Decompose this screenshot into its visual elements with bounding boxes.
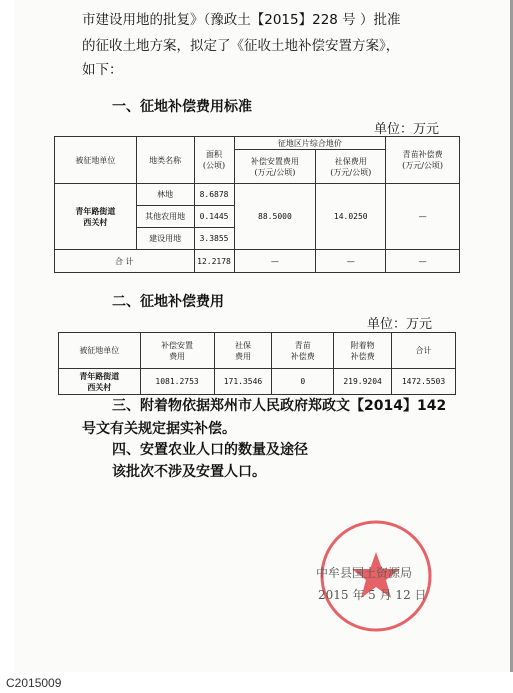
table-cell: 青年路街道 西关村 bbox=[59, 369, 141, 395]
land-type-cell: 其他农用地 bbox=[136, 206, 194, 228]
paragraph-line-1: 市建设用地的批复》（豫政土【2015】228 号 ）批准 bbox=[82, 12, 401, 28]
section-4-text: 该批次不涉及安置人口。 bbox=[112, 464, 266, 480]
page-margin bbox=[0, 672, 513, 693]
total-dash: — bbox=[386, 250, 460, 273]
header-unit: 被征地单位 bbox=[55, 137, 137, 184]
social-value: 14.0250 bbox=[316, 184, 386, 250]
table-cell: 171.3546 bbox=[214, 369, 272, 395]
area-cell: 3.3855 bbox=[194, 228, 234, 250]
compensation-standard-table bbox=[54, 136, 460, 273]
total-area: 12.2178 bbox=[194, 250, 234, 273]
header-cell: 社保 费用 bbox=[214, 333, 272, 369]
land-type-cell: 林地 bbox=[136, 184, 194, 206]
section-2-title: 二、征地补偿费用 bbox=[112, 294, 224, 310]
header-crop: 青苗补偿费 (万元/公顷) bbox=[386, 137, 460, 184]
header-area: 面积 (公顷) bbox=[194, 137, 234, 184]
section-4-title: 四、安置农业人口的数量及途径 bbox=[112, 442, 308, 458]
paragraph-three-line-1: 三、附着物依据郑州市人民政府郑政文【2014】142 bbox=[112, 398, 447, 414]
compensation-cost-table bbox=[58, 332, 456, 395]
land-unit-name: 青年路街道 西关村 bbox=[55, 184, 137, 250]
header-social: 社保费用 (万元/公顷) bbox=[316, 150, 386, 184]
resettle-value: 88.5000 bbox=[234, 184, 316, 250]
signature-date: 2015 年 5 月 12 日 bbox=[318, 588, 427, 602]
crop-value: — bbox=[386, 184, 460, 250]
table-cell: 219.9204 bbox=[334, 369, 392, 395]
header-cell: 青苗 补偿费 bbox=[272, 333, 334, 369]
header-cell: 合计 bbox=[392, 333, 456, 369]
header-zone-price: 征地区片综合地价 bbox=[234, 137, 386, 150]
header-cell: 被征地单位 bbox=[59, 333, 141, 369]
paragraph-line-3: 如下： bbox=[82, 62, 123, 78]
section-1-title: 一、征地补偿费用标准 bbox=[112, 99, 252, 115]
area-cell: 8.6878 bbox=[194, 184, 234, 206]
footer-code: C2015009 bbox=[6, 676, 62, 690]
table-cell: 1472.5503 bbox=[392, 369, 456, 395]
header-cell: 补偿安置 费用 bbox=[140, 333, 214, 369]
header-resettle: 补偿安置费用 (万元/公顷) bbox=[234, 150, 316, 184]
header-cell: 附着物 补偿费 bbox=[334, 333, 392, 369]
total-label: 合 计 bbox=[55, 250, 195, 273]
area-cell: 0.1445 bbox=[194, 206, 234, 228]
paragraph-three-line-2: 号文有关规定据实补偿。 bbox=[82, 421, 236, 437]
land-type-cell: 建设用地 bbox=[136, 228, 194, 250]
header-land-type: 地类名称 bbox=[136, 137, 194, 184]
section-1-unit: 单位：万元 bbox=[374, 122, 440, 137]
table-cell: 1081.2753 bbox=[140, 369, 214, 395]
paragraph-line-2: 的征收土地方案，拟定了《征收土地补偿安置方案》， bbox=[82, 38, 400, 54]
table-cell: 0 bbox=[272, 369, 334, 395]
total-dash: — bbox=[316, 250, 386, 273]
total-dash: — bbox=[234, 250, 316, 273]
signature-org: 中牟县国土资源局 bbox=[316, 566, 413, 580]
section-2-unit: 单位：万元 bbox=[367, 317, 433, 332]
